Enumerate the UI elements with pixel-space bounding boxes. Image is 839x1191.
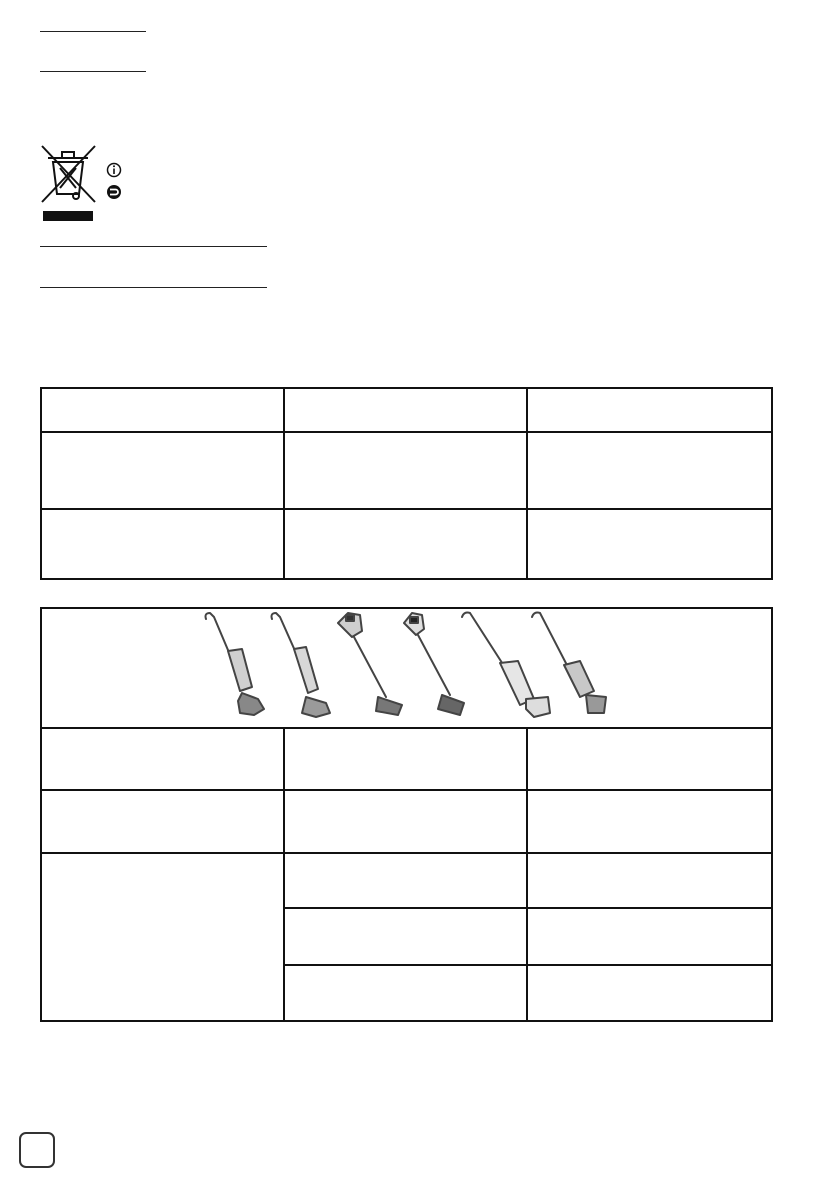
vacuum-model-2-icon [271, 613, 330, 717]
info-icon [106, 162, 122, 178]
header-line-1 [40, 31, 146, 32]
stick-vacuum-lineup-image [202, 609, 612, 725]
crossed-out-wheelie-bin-icon [40, 144, 98, 206]
spec-table-bottom [40, 607, 773, 1022]
vacuum-model-3-icon [338, 613, 402, 715]
table-cell [284, 388, 527, 432]
table-cell [41, 432, 284, 509]
table-cell [284, 432, 527, 509]
table-row [41, 853, 772, 908]
disposal-line-2 [40, 287, 267, 288]
table-cell [41, 728, 284, 790]
table-cell [284, 509, 527, 579]
table-cell [527, 509, 772, 579]
table-row [41, 790, 772, 853]
table-cell-merged [41, 853, 284, 1021]
table-cell [284, 965, 527, 1021]
table-cell [527, 908, 772, 965]
table-row-image [41, 608, 772, 728]
table-cell [284, 853, 527, 908]
page-number-box [19, 1132, 55, 1168]
table-cell [284, 790, 527, 853]
table-row [41, 509, 772, 579]
table-cell [41, 388, 284, 432]
table-cell [527, 432, 772, 509]
table-cell [527, 728, 772, 790]
vacuum-model-5-icon [462, 613, 550, 718]
table-cell [41, 509, 284, 579]
table-row [41, 728, 772, 790]
table-row [41, 432, 772, 509]
table-cell [527, 790, 772, 853]
table-row [41, 388, 772, 432]
weee-disposal-symbol [40, 144, 130, 224]
table-cell [284, 728, 527, 790]
arrow-right-circle-icon [106, 184, 122, 200]
weee-black-bar [43, 211, 93, 221]
table-cell [527, 388, 772, 432]
table-cell [527, 853, 772, 908]
spec-table-top [40, 387, 773, 580]
image-cell [41, 608, 772, 728]
table-cell [41, 790, 284, 853]
table-cell [284, 908, 527, 965]
header-line-2 [40, 71, 146, 72]
vacuum-model-1-icon [205, 613, 264, 715]
table-cell [527, 965, 772, 1021]
vacuum-model-4-icon [404, 613, 464, 715]
disposal-line-1 [40, 246, 267, 247]
